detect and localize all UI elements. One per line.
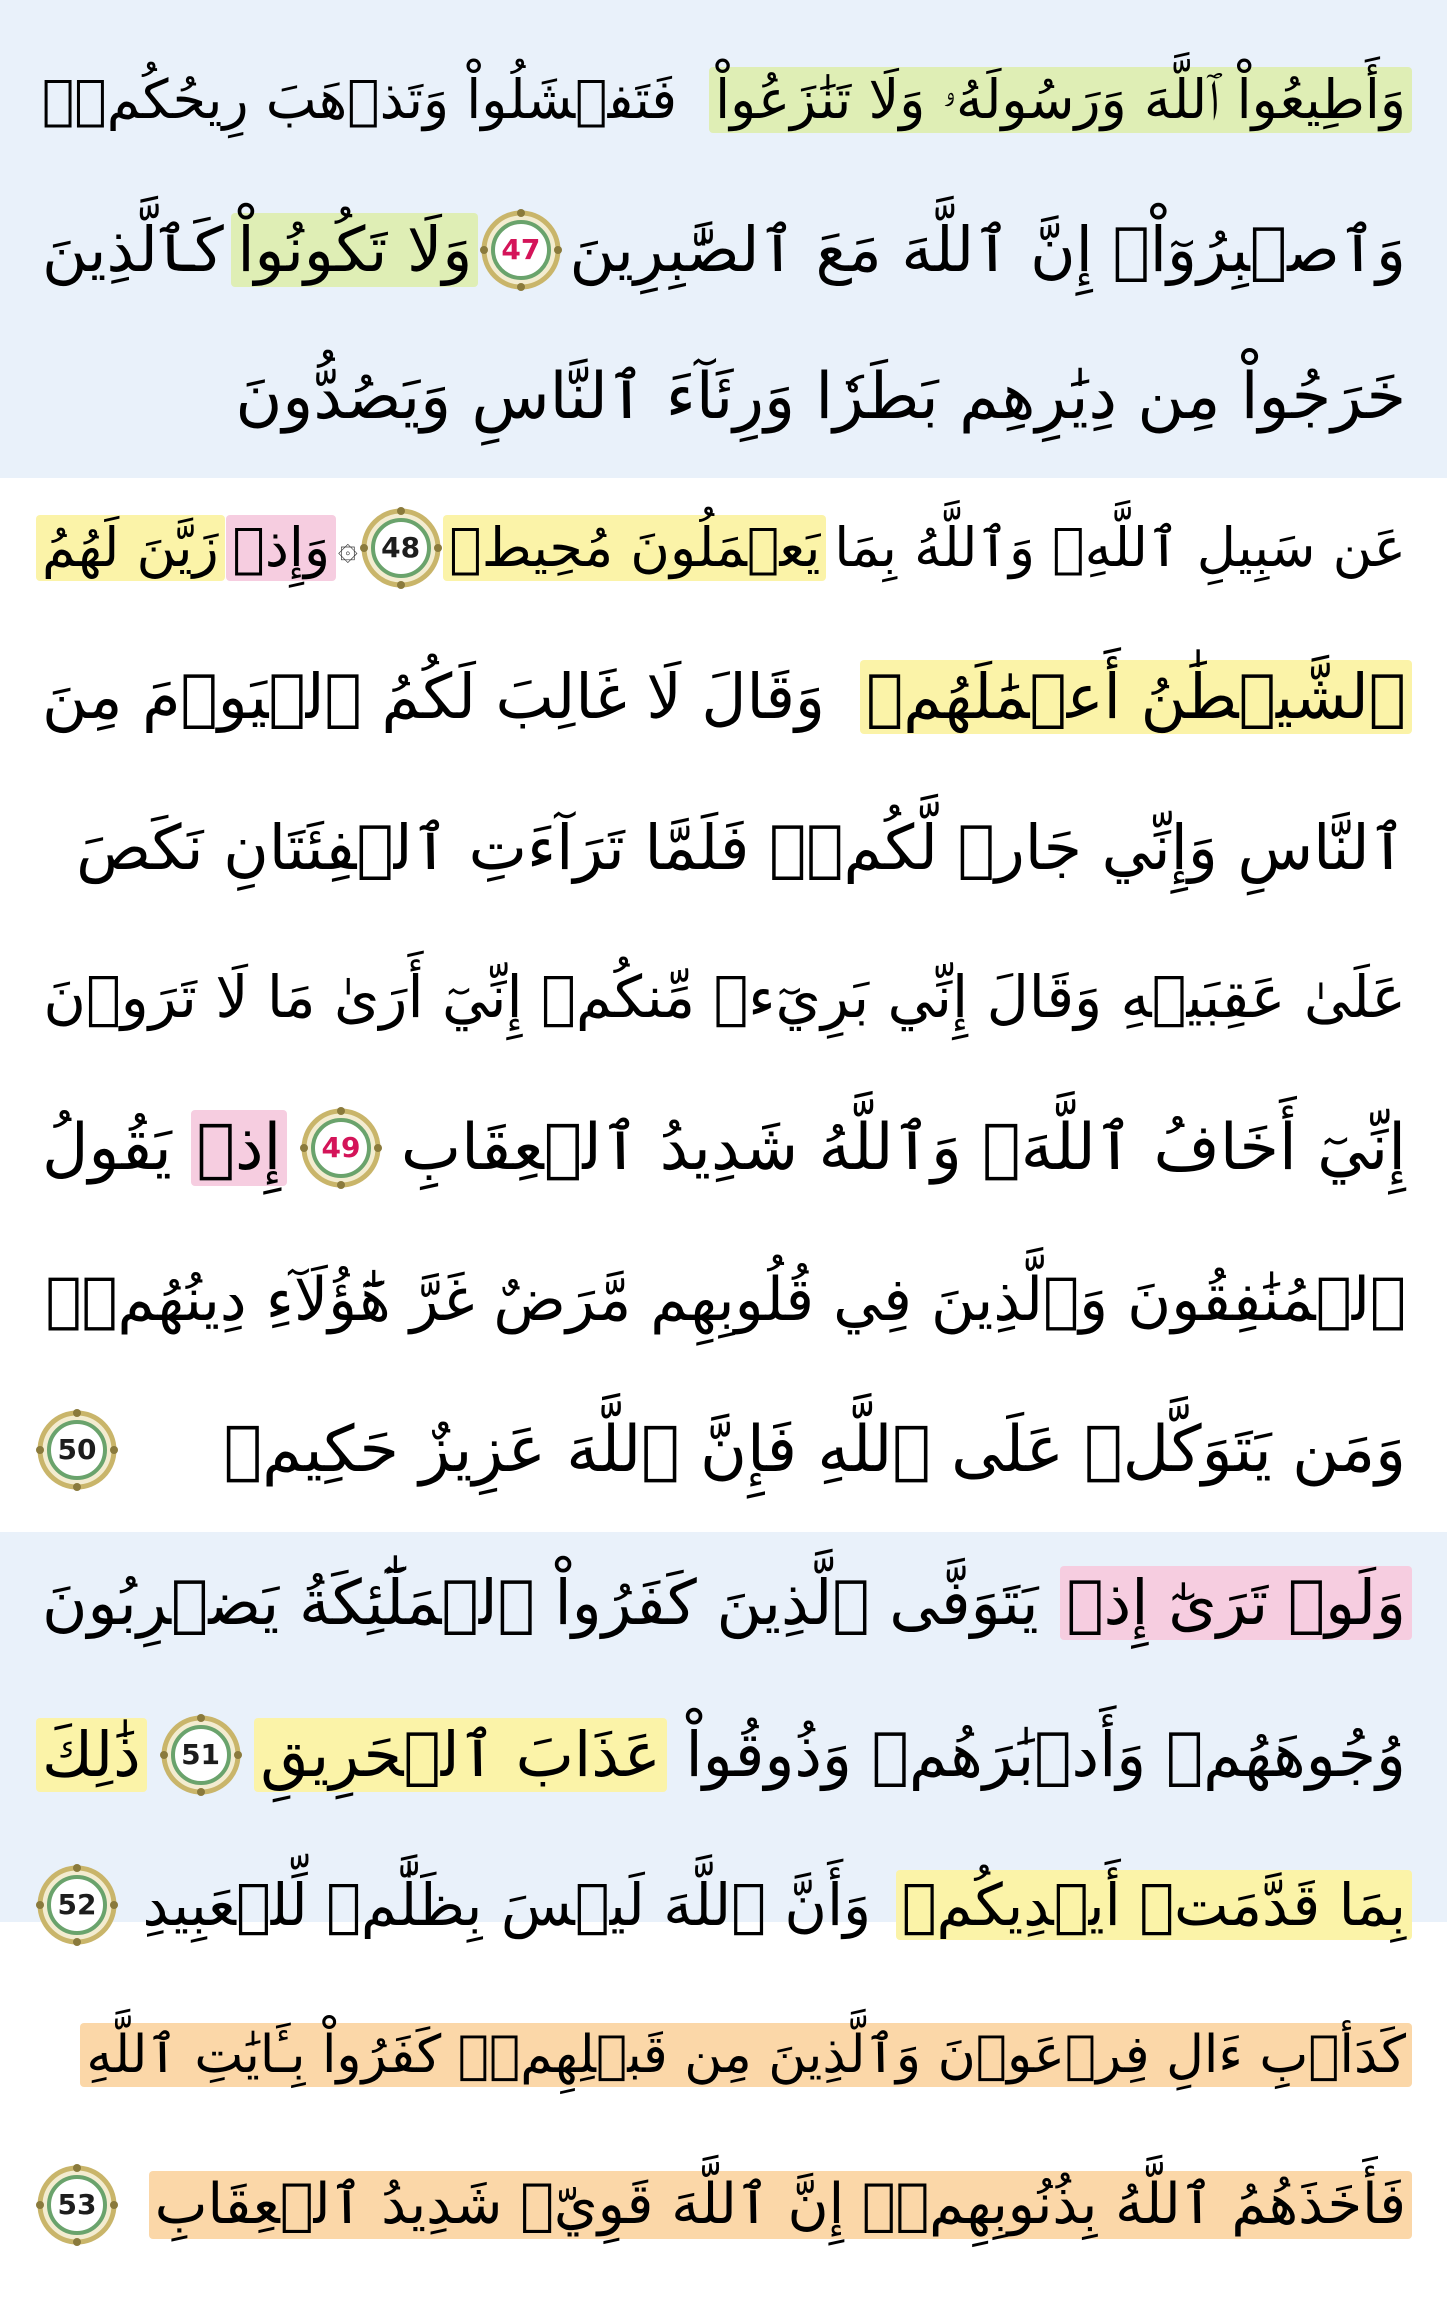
verse-text: يَقُولُ	[42, 1111, 172, 1185]
highlighted-phrase: وَلَوۡ تَرَىٰٓ إِذۡ	[1060, 1566, 1412, 1640]
ayah-number-marker[interactable]	[300, 1107, 382, 1189]
verse-text: ٱلۡمُنَٰفِقُونَ وَٱلَّذِينَ فِي قُلُوبِهِم مَّرَضٌ غَرَّ هَٰٓؤُلَآءِ دِينُهُمۡۗ	[45, 1265, 1406, 1335]
ayah-number-marker[interactable]	[360, 507, 442, 589]
ayah-number: 49	[321, 1131, 361, 1164]
highlighted-phrase: كَدَأۡبِ ءَالِ فِرۡعَوۡنَ وَٱلَّذِينَ مِن قَبۡلِهِمۡۚ كَفَرُواْ بِـَٔايَٰتِ ٱللَّهِ	[80, 2023, 1412, 2087]
verse-line	[36, 622, 1412, 772]
verse-line	[36, 322, 1412, 472]
verse-line	[36, 473, 1412, 623]
highlighted-phrase: زَيَّنَ لَهُمُ	[36, 515, 225, 581]
verse-text: يَتَوَفَّى ٱلَّذِينَ كَفَرُواْ ٱلۡمَلَٰٓئِكَةُ يَضۡرِبُونَ	[42, 1566, 1039, 1639]
ayah-number: 52	[57, 1888, 97, 1921]
ayah-number: 51	[181, 1738, 221, 1771]
rub-el-hizb-icon: ۞	[337, 528, 358, 568]
verse-text: عَن سَبِيلِ ٱللَّهِۚ وَٱللَّهُ بِمَا	[834, 516, 1406, 579]
ayah-number: 50	[57, 1433, 97, 1466]
highlighted-phrase: وَلَا تَكُونُواْ	[231, 213, 478, 287]
verse-text: وُجُوهَهُمۡ وَأَدۡبَٰرَهُمۡ وَذُوقُواْ	[685, 1718, 1406, 1791]
highlighted-phrase: عَذَابَ ٱلۡحَرِيقِ	[254, 1718, 666, 1792]
ayah-number-marker[interactable]	[480, 209, 562, 291]
highlighted-phrase: فَأَخَذَهُمُ ٱللَّهُ بِذُنُوبِهِمۡۚ إِنَّ ٱللَّهَ قَوِيّٞ شَدِيدُ ٱلۡعِقَابِ	[149, 2171, 1412, 2239]
verse-text: خَرَجُواْ مِن دِيَٰرِهِم بَطَرٗا وَرِئَآءَ ٱلنَّاسِ وَيَصُدُّونَ	[235, 360, 1406, 434]
highlighted-phrase: وَإِذۡ	[226, 515, 336, 581]
verse-text: عَلَىٰ عَقِبَيۡهِ وَقَالَ إِنِّي بَرِيٓءٞ مِّنكُمۡ إِنِّيٓ أَرَىٰ مَا لَا تَرَوۡنَ	[43, 963, 1406, 1031]
verse-line	[36, 1225, 1412, 1375]
verse-line	[36, 1073, 1412, 1223]
ayah-number: 48	[381, 531, 421, 564]
verse-line	[36, 175, 1412, 325]
verse-line	[36, 1528, 1412, 1678]
ayah-number-marker[interactable]	[36, 1864, 118, 1946]
verse-line	[36, 1680, 1412, 1830]
verse-text: وَمَن يَتَوَكَّلۡ عَلَى ٱللَّهِ فَإِنَّ ٱللَّهَ عَزِيزٌ حَكِيمٞ	[223, 1413, 1406, 1487]
verse-text: ٱلنَّاسِ وَإِنِّي جَارٞ لَّكُمۡۖ فَلَمَّا تَرَآءَتِ ٱلۡفِئَتَانِ نَكَصَ	[76, 811, 1406, 884]
highlighted-phrase: وَأَطِيعُواْ ٱللَّهَ وَرَسُولَهُۥ وَلَا تَنَٰزَعُواْ	[709, 67, 1412, 133]
highlighted-phrase: ذَٰلِكَ	[36, 1718, 147, 1792]
verse-line	[36, 2130, 1412, 2280]
ayah-number-marker[interactable]	[36, 2164, 118, 2246]
verse-line	[36, 773, 1412, 923]
verse-text: وَٱصۡبِرُوٓاْۚ إِنَّ ٱللَّهَ مَعَ ٱلصَّٰبِرِينَ	[569, 213, 1406, 286]
verse-line	[36, 1375, 1412, 1525]
ayah-number-marker[interactable]	[160, 1714, 242, 1796]
verse-line	[36, 1980, 1412, 2130]
verse-line	[36, 922, 1412, 1072]
highlighted-phrase: يَعۡمَلُونَ مُحِيطٞ	[443, 515, 826, 581]
highlighted-phrase: بِمَا قَدَّمَتۡ أَيۡدِيكُمۡ	[896, 1870, 1412, 1940]
verse-line	[36, 1830, 1412, 1980]
verse-line	[36, 25, 1412, 175]
ayah-number: 53	[57, 2188, 97, 2221]
ayah-number: 47	[501, 233, 541, 266]
verse-text: فَتَفۡشَلُواْ وَتَذۡهَبَ رِيحُكُمۡۖ	[42, 68, 678, 131]
verse-text: وَأَنَّ ٱللَّهَ لَيۡسَ بِظَلَّٰمٖ لِّلۡعَبِيدِ	[142, 1871, 872, 1939]
verse-text: إِنِّيٓ أَخَافُ ٱللَّهَۚ وَٱللَّهُ شَدِيدُ ٱلۡعِقَابِ	[400, 1111, 1406, 1185]
highlighted-phrase: إِذۡ	[191, 1110, 288, 1186]
verse-text: وَقَالَ لَا غَالِبَ لَكُمُ ٱلۡيَوۡمَ مِنَ	[42, 660, 825, 733]
ayah-number-marker[interactable]	[36, 1409, 118, 1491]
verse-text: كَٱلَّذِينَ	[42, 213, 224, 286]
highlighted-phrase: ٱلشَّيۡطَٰنُ أَعۡمَٰلَهُمۡ	[860, 660, 1412, 734]
